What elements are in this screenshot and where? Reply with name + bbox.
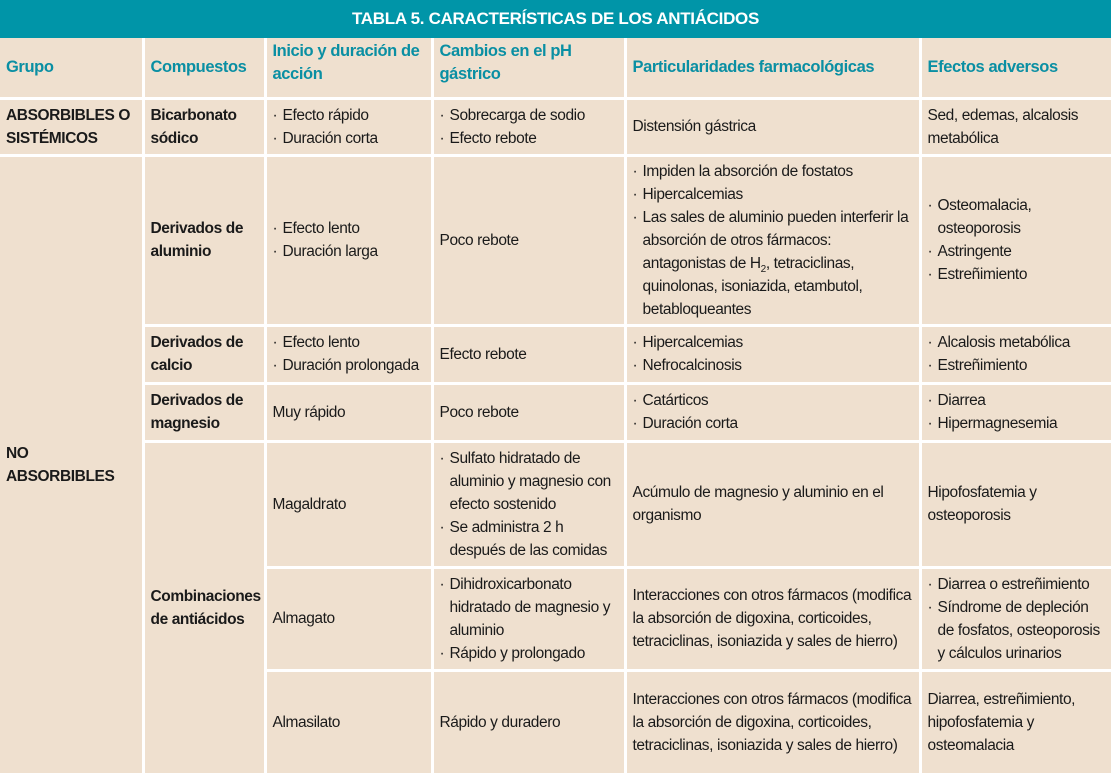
adversos-cell: Diarrea, estreñimiento, hipofosfatemia y osteomalacia [920,670,1111,774]
list-item: · Dihidroxicarbonato hidratado de magnesio y aluminio [440,573,618,642]
list-item: · Impiden la absorción de fostatos [633,160,913,183]
ph-cell [432,98,625,155]
adversos-cell: Hipofosfatemia y osteoporosis [920,441,1111,567]
particularidades-cell [625,325,920,383]
compound-cell: Derivados de calcio [143,325,265,383]
adversos-cell [920,155,1111,325]
list-item: · Rápido y prolongado [440,642,618,665]
list-item: · Se administra 2 h después de las comidas [440,516,618,562]
particularidades-cell: Distensión gástrica [625,98,920,155]
table-row [0,98,1111,155]
adversos-cell [920,383,1111,441]
list-item: · Catárticos [633,389,913,412]
list-item: · Duración prolongada [273,354,425,377]
adversos-cell: Sed, edemas, alcalosis metabólica [920,98,1111,155]
compound-cell: Derivados de aluminio [143,155,265,325]
particularidades-cell: Acúmulo de magnesio y aluminio en el organismo [625,441,920,567]
inicio-cell [265,98,432,155]
inicio-cell: Almasilato [265,670,432,774]
inicio-cell: Muy rápido [265,383,432,441]
ph-cell: Poco rebote [432,155,625,325]
ph-cell [432,567,625,670]
particularidades-cell [625,383,920,441]
table-row [0,441,1111,567]
antacids-table [0,38,1111,776]
list-item: · Nefrocalcinosis [633,354,913,377]
list-item: · Efecto rápido [273,104,425,127]
ph-cell: Poco rebote [432,383,625,441]
col-header-inicio: Inicio y duración de acción [265,38,432,98]
particularidades-cell: Interacciones con otros fármacos (modifica la absorción de digoxina, corticoides, tetraciclinas, isoniazida y sales de hierro) [625,567,920,670]
col-header-grupo: Grupo [0,38,143,98]
header-row [0,38,1111,98]
list-item: · Estreñimiento [928,263,1106,286]
compound-cell: Derivados de magnesio [143,383,265,441]
group-absorbibles: ABSORBIBLES O SISTÉMICOS [0,98,143,155]
text-part: , tetraciclinas, quinolonas, isoniazida, etambutol, betabloqueantes [642,254,863,318]
list-item: · Hipercalcemias [633,331,913,354]
table-row [0,325,1111,383]
list-item: · Efecto lento [273,217,425,240]
adversos-cell [920,325,1111,383]
ph-cell: Efecto rebote [432,325,625,383]
group-no-absorbibles: NO ABSORBIBLES [0,155,143,774]
subscript: 2 [760,263,766,275]
list-item: · Sulfato hidratado de aluminio y magnesio con efecto sostenido [440,447,618,516]
compound-cell: Bicarbonato sódico [143,98,265,155]
list-item: · Estreñimiento [928,354,1106,377]
list-item [633,206,913,321]
list-item: · Efecto rebote [440,127,618,150]
list-item: · Diarrea [928,389,1106,412]
ph-cell: Rápido y duradero [432,670,625,774]
col-header-compuestos: Compuestos [143,38,265,98]
list-item: · Diarrea o estreñimiento [928,573,1106,596]
list-item: · Sobrecarga de sodio [440,104,618,127]
list-item: · Astringente [928,240,1106,263]
list-item: · Hipercalcemias [633,183,913,206]
adversos-cell [920,567,1111,670]
list-item: · Síndrome de depleción de fosfatos, osteoporosis y cálculos urinarios [928,596,1106,665]
list-item: · Hipermagnesemia [928,412,1106,435]
compound-cell: Combinaciones de antiácidos [143,441,265,774]
table-title: TABLA 5. CARACTERÍSTICAS DE LOS ANTIÁCIDOS [0,0,1111,38]
list-item: · Duración corta [633,412,913,435]
inicio-cell [265,325,432,383]
col-header-adversos: Efectos adversos [920,38,1111,98]
particularidades-cell [625,155,920,325]
list-item: · Alcalosis metabólica [928,331,1106,354]
table-row [0,155,1111,325]
col-header-ph: Cambios en el pH gástrico [432,38,625,98]
inicio-cell: Almagato [265,567,432,670]
inicio-cell [265,155,432,325]
ph-cell [432,441,625,567]
col-header-particularidades: Particularidades farmacológicas [625,38,920,98]
list-item: · Osteomalacia, osteoporosis [928,194,1106,240]
inicio-cell: Magaldrato [265,441,432,567]
list-item: · Duración corta [273,127,425,150]
particularidades-cell: Interacciones con otros fármacos (modifica la absorción de digoxina, corticoides, tetraciclinas, isoniazida y sales de hierro) [625,670,920,774]
table-row [0,383,1111,441]
list-item: · Efecto lento [273,331,425,354]
list-item: · Duración larga [273,240,425,263]
text-part: Las sales de aluminio pueden interferir la absorción de otros fármacos: antagonistas de H [642,208,909,272]
